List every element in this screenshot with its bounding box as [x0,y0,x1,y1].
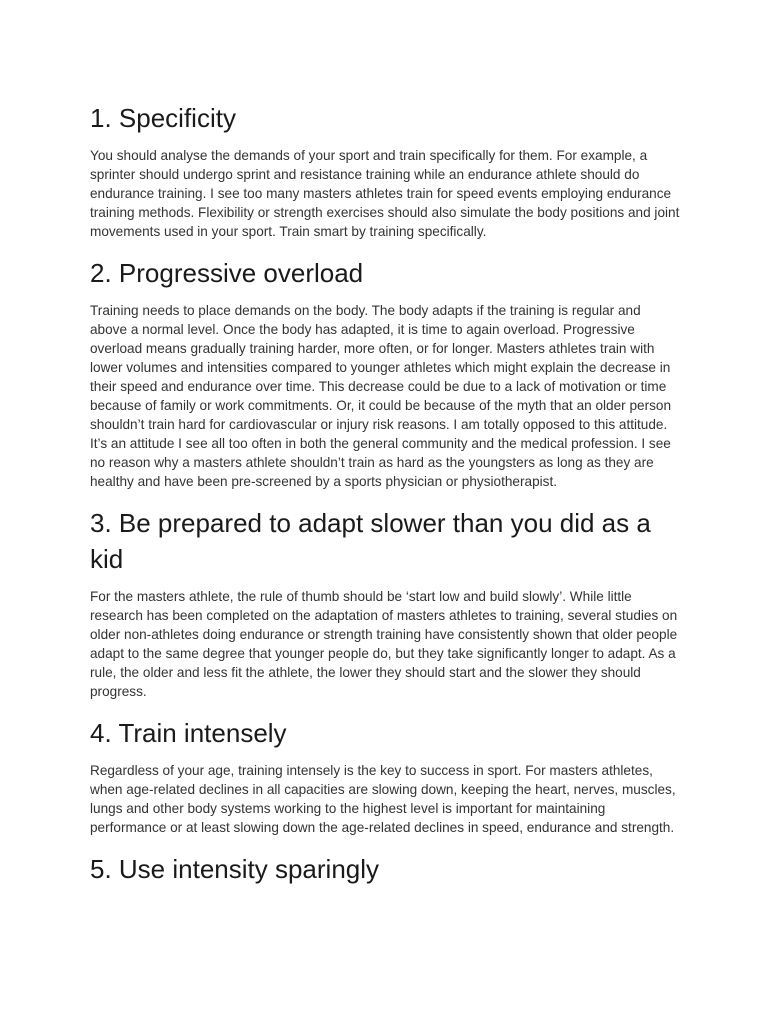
section-heading: 4. Train intensely [90,718,287,748]
section-specificity [90,100,680,241]
section-heading: 5. Use intensity sparingly [90,854,380,884]
section-paragraph: For the masters athlete, the rule of thumb should be ‘start low and build slowly’. While little research has been completed on the adaptation of masters athletes to training, several studies on older non-athletes doing endurance or strength training have consistently shown that older people adapt to the same degree that younger people do, but they take significantly longer to adapt. As a rule, the older and less fit the athlete, the lower they should start and the slower they should progress. [90,589,678,699]
document-page [90,100,680,887]
section-heading: 2. Progressive overload [90,258,364,288]
section-paragraph: Training needs to place demands on the body. The body adapts if the training is regular and above a normal level. Once the body has adapted, it is time to again overload. Progressive overload means gradually training harder, more often, or for longer. Masters athletes train with lower volumes and intensities compared to younger athletes which might explain the decrease in their speed and endurance over time. This decrease could be due to a lack of motivation or time because of family or work commitments. Or, it could be because of the myth that an older person shouldn’t train hard for cardiovascular or injury risk reasons. I am totally opposed to this attitude. It’s an attitude I see all too often in both the general community and the medical profession. I see no reason why a masters athlete shouldn’t train as hard as the youngsters as long as they are healthy and have been pre-screened by a sports physician or physiotherapist. [90,303,672,489]
section-heading: 3. Be prepared to adapt slower than you did as a kid [90,508,651,574]
section-adapt-slower [90,505,680,701]
section-paragraph: Regardless of your age, training intensely is the key to success in sport. For masters athletes, when age-related declines in all capacities are slowing down, keeping the heart, nerves, muscles, lungs and other body systems working to the highest level is important for maintaining performance or at least slowing down the age-related declines in speed, endurance and strength. [90,763,676,835]
section-train-intensely [90,715,680,837]
section-progressive-overload [90,255,680,491]
section-use-intensity-sparingly [90,851,680,887]
section-heading: 1. Specificity [90,103,236,133]
section-paragraph: You should analyse the demands of your sport and train specifically for them. For example, a sprinter should undergo sprint and resistance training while an endurance athlete should do endurance training. I see too many masters athletes train for speed events employing endurance training methods. Flexibility or strength exercises should also simulate the body positions and joint movements used in your sport. Train smart by training specifically. [90,148,680,239]
